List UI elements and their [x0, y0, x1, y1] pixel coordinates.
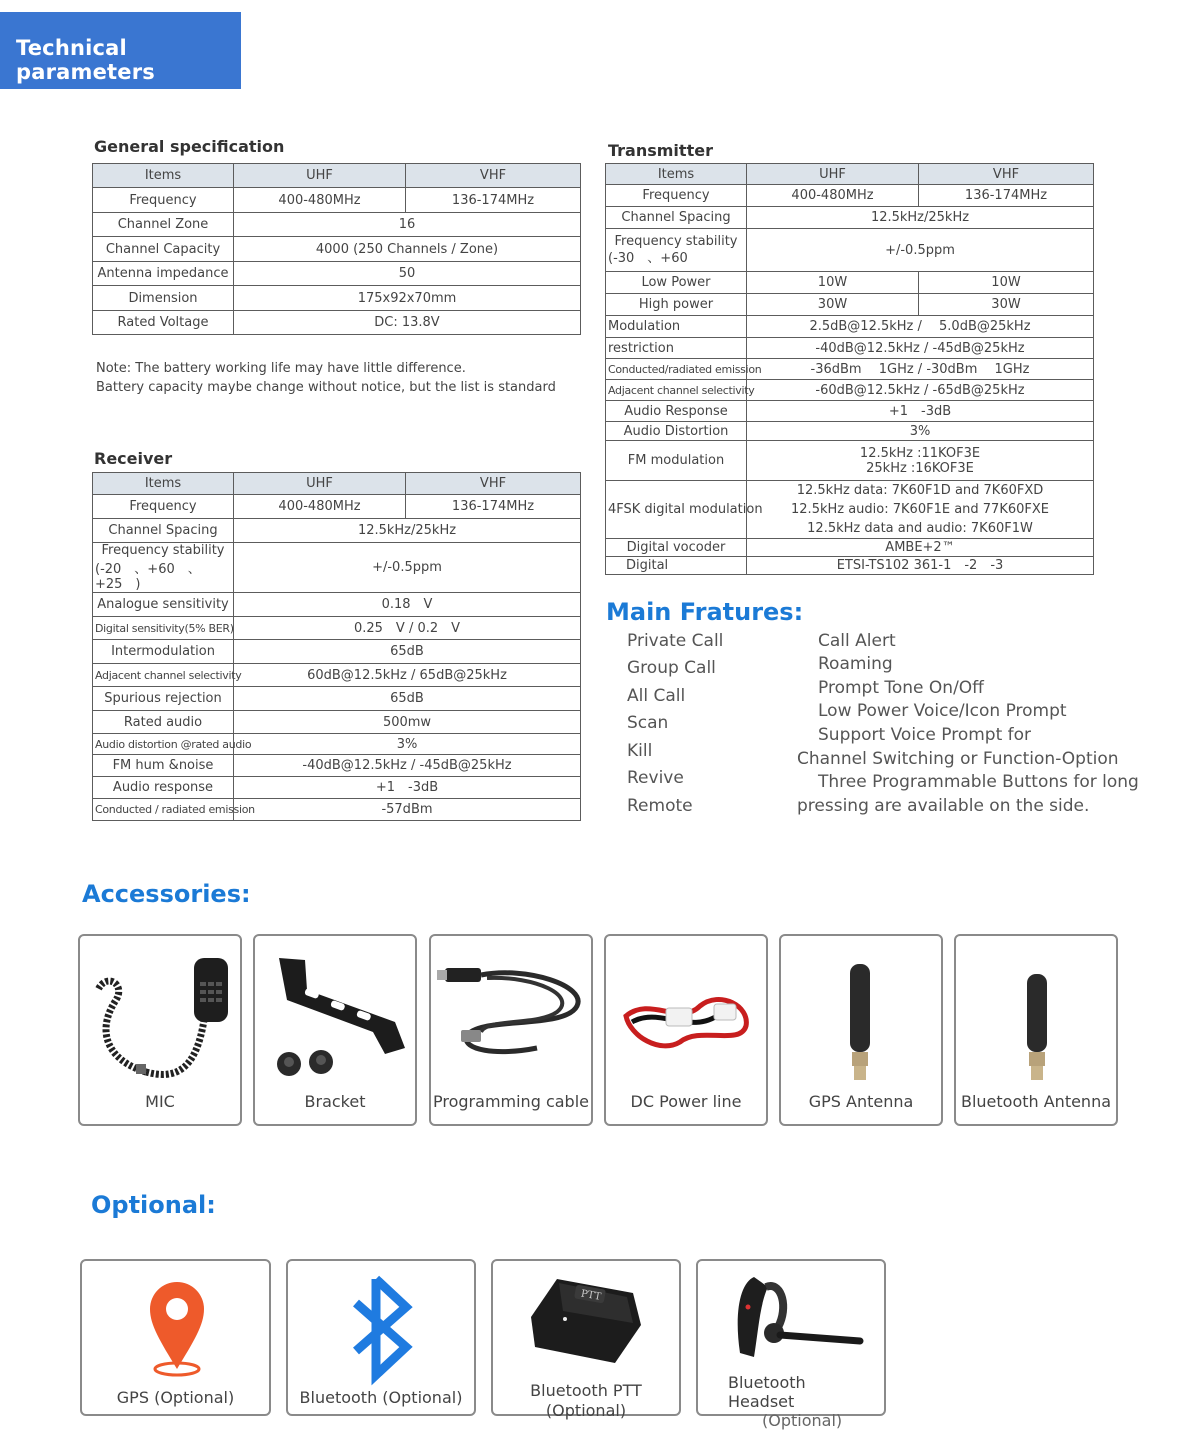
row-label: restriction	[606, 338, 747, 359]
table-row	[606, 380, 1094, 401]
table-row	[93, 799, 581, 821]
table-row	[93, 237, 581, 262]
battery-note: Note: The battery working life may have little difference.	[96, 361, 466, 376]
optional-label-line: Bluetooth PTT	[530, 1381, 642, 1400]
vhf-value: 136-174MHz	[406, 495, 581, 519]
uhf-value: 400-480MHz	[234, 188, 406, 213]
uhf-value: 400-480MHz	[234, 495, 406, 519]
optional-label: GPS (Optional)	[116, 1388, 235, 1407]
general-spec-table	[92, 163, 581, 335]
optional-card-bluetooth-ptt	[491, 1259, 681, 1420]
row-value: +1 -3dB	[234, 777, 581, 799]
table-row	[93, 543, 581, 593]
table-row	[93, 262, 581, 286]
value-line: 12.5kHz data and audio: 7K60F1W	[807, 521, 1033, 536]
header-banner	[0, 12, 241, 89]
row-value: 500mw	[234, 711, 581, 734]
row-value: 65dB	[234, 640, 581, 664]
row-value: +/-0.5ppm	[234, 543, 581, 593]
vhf-value: 136-174MHz	[919, 185, 1094, 207]
feature-item: Prompt Tone On/Off	[818, 678, 984, 698]
feature-item: Three Programmable Buttons for long	[818, 772, 1139, 792]
accessory-label: MIC	[145, 1092, 175, 1111]
optional-card-bluetooth	[286, 1259, 476, 1416]
row-label: Intermodulation	[93, 640, 234, 664]
row-label: Digital	[606, 557, 747, 575]
banner-title: Technical parameters	[16, 36, 155, 84]
value-line: 12.5kHz audio: 7K60F1E and 77K60FXE	[791, 502, 1049, 517]
row-value: 3%	[234, 734, 581, 755]
row-label: Rated Voltage	[93, 311, 234, 335]
accessory-card-dc-power-line	[604, 934, 768, 1126]
row-value: 16	[234, 213, 581, 237]
accessory-card-mic	[78, 934, 242, 1126]
row-value: 4000 (250 Channels / Zone)	[234, 237, 581, 262]
table-row	[606, 359, 1094, 380]
header-cell: Items	[93, 164, 234, 188]
row-value: 175x92x70mm	[234, 286, 581, 311]
row-label: Channel Spacing	[606, 207, 747, 229]
row-label: High power	[606, 294, 747, 316]
table-row	[606, 481, 1094, 539]
row-label: Modulation	[606, 316, 747, 338]
row-label: Conducted/radiated emission	[606, 359, 747, 380]
table-row	[93, 495, 581, 519]
accessory-label: GPS Antenna	[808, 1092, 914, 1111]
row-value: -57dBm	[234, 799, 581, 821]
row-label: 4FSK digital modulation	[606, 481, 747, 539]
feature-item: Support Voice Prompt for	[818, 725, 1032, 745]
antenna-icon	[847, 964, 873, 1084]
header-cell: VHF	[406, 164, 581, 188]
table-row	[606, 185, 1094, 207]
optional-label	[493, 1381, 679, 1421]
row-label: Frequency	[606, 185, 747, 207]
header-cell: Items	[93, 473, 234, 495]
row-label: Spurious rejection	[93, 687, 234, 711]
table-header-row	[606, 164, 1094, 185]
general-spec-title: General specification	[94, 137, 285, 156]
bracket-icon	[265, 950, 409, 1080]
table-header-row	[93, 164, 581, 188]
row-label: FM hum &noise	[93, 755, 234, 777]
table-row	[606, 422, 1094, 441]
header-cell: VHF	[919, 164, 1094, 185]
table-row	[606, 294, 1094, 316]
table-row	[93, 734, 581, 755]
feature-item: Kill	[627, 741, 653, 761]
table-header-row	[93, 473, 581, 495]
value-line: 12.5kHz data: 7K60F1D and 7K60FXD	[796, 483, 1044, 498]
vhf-value: 136-174MHz	[406, 188, 581, 213]
optional-label-line: Headset	[728, 1392, 795, 1411]
optional-label-line: Bluetooth	[728, 1373, 806, 1392]
header-cell: Items	[606, 164, 747, 185]
row-label: Frequency	[93, 495, 234, 519]
row-label: Low Power	[606, 272, 747, 294]
table-row	[93, 593, 581, 617]
row-value	[747, 441, 1094, 481]
row-value: 0.25 V / 0.2 V	[234, 617, 581, 640]
row-value	[747, 481, 1094, 539]
table-row	[93, 311, 581, 335]
table-row	[606, 207, 1094, 229]
value-line: 25kHz :16KOF3E	[866, 460, 974, 476]
table-row	[606, 401, 1094, 422]
accessory-card-gps-antenna	[779, 934, 943, 1126]
uhf-value: 10W	[747, 272, 919, 294]
row-value: DC: 13.8V	[234, 311, 581, 335]
header-cell: UHF	[234, 164, 406, 188]
usb-cable-icon	[437, 956, 589, 1066]
row-label: Channel Capacity	[93, 237, 234, 262]
table-row	[93, 617, 581, 640]
row-label: Audio Distortion	[606, 422, 747, 441]
accessory-label: Bluetooth Antenna	[960, 1092, 1112, 1111]
optional-card-bluetooth-headset	[696, 1259, 886, 1430]
feature-item: pressing are available on the side.	[797, 796, 1090, 816]
row-value: 12.5kHz/25kHz	[747, 207, 1094, 229]
feature-item: Scan	[627, 713, 669, 733]
table-row	[93, 286, 581, 311]
table-row	[606, 229, 1094, 272]
vhf-value: 30W	[919, 294, 1094, 316]
row-label	[93, 543, 234, 593]
row-label: Antenna impedance	[93, 262, 234, 286]
row-label	[606, 229, 747, 272]
row-label: Dimension	[93, 286, 234, 311]
row-label: Digital sensitivity(5% BER)	[93, 617, 234, 640]
table-row	[606, 539, 1094, 557]
feature-item: Channel Switching or Function-Option	[797, 749, 1119, 769]
table-row	[93, 687, 581, 711]
header-cell: UHF	[747, 164, 919, 185]
row-label-text: Frequency stability	[101, 543, 225, 558]
feature-item: Remote	[627, 796, 693, 816]
row-value: -36dBm 1GHz / -30dBm 1GHz	[747, 359, 1094, 380]
row-label: FM modulation	[606, 441, 747, 481]
row-value: 50	[234, 262, 581, 286]
header-cell: VHF	[406, 473, 581, 495]
row-value: 60dB@12.5kHz / 65dB@25kHz	[234, 664, 581, 687]
optional-label: Bluetooth (Optional)	[299, 1388, 463, 1407]
table-row	[606, 441, 1094, 481]
antenna-icon	[1024, 974, 1050, 1084]
row-label: Audio Response	[606, 401, 747, 422]
feature-item: All Call	[627, 686, 686, 706]
row-value: AMBE+2™	[747, 539, 1094, 557]
feature-item: Revive	[627, 768, 684, 788]
ptt-button-icon	[529, 1271, 645, 1367]
stability-range: (-20 、+60 、+25 )	[95, 562, 201, 592]
row-label: Digital vocoder	[606, 539, 747, 557]
power-line-icon	[620, 986, 756, 1056]
row-value: 2.5dB@12.5kHz / 5.0dB@25kHz	[747, 316, 1094, 338]
table-row	[93, 777, 581, 799]
accessory-card-programming-cable	[429, 934, 593, 1126]
feature-item: Call Alert	[818, 631, 896, 651]
row-value: 65dB	[234, 687, 581, 711]
row-label: Frequency	[93, 188, 234, 213]
table-row	[606, 338, 1094, 359]
optional-label-line: (Optional)	[762, 1411, 843, 1430]
transmitter-table	[605, 163, 1094, 575]
row-value: 3%	[747, 422, 1094, 441]
table-row	[606, 557, 1094, 575]
accessories-title: Accessories:	[82, 880, 251, 908]
row-value: 12.5kHz/25kHz	[234, 519, 581, 543]
feature-item: Group Call	[627, 658, 716, 678]
row-value: -60dB@12.5kHz / -65dB@25kHz	[747, 380, 1094, 401]
bluetooth-icon	[348, 1275, 412, 1379]
transmitter-title: Transmitter	[608, 141, 713, 160]
row-value: 0.18 V	[234, 593, 581, 617]
uhf-value: 30W	[747, 294, 919, 316]
accessory-label: DC Power line	[630, 1092, 742, 1111]
feature-item: Private Call	[627, 631, 724, 651]
receiver-table	[92, 472, 581, 821]
table-row	[93, 188, 581, 213]
row-label: Adjacent channel selectivity	[606, 380, 747, 401]
table-row	[606, 272, 1094, 294]
accessory-card-bracket	[253, 934, 417, 1126]
vhf-value: 10W	[919, 272, 1094, 294]
row-label-text: Frequency stability	[614, 234, 738, 249]
table-row	[93, 664, 581, 687]
row-label: Rated audio	[93, 711, 234, 734]
table-row	[93, 640, 581, 664]
gps-pin-icon	[148, 1279, 206, 1377]
row-label: Channel Zone	[93, 213, 234, 237]
table-row	[93, 213, 581, 237]
optional-label-line: (Optional)	[545, 1401, 627, 1420]
table-row	[93, 519, 581, 543]
row-label: Audio response	[93, 777, 234, 799]
table-row	[93, 711, 581, 734]
accessory-label: Programming cable	[433, 1092, 589, 1111]
row-value: +/-0.5ppm	[747, 229, 1094, 272]
row-label: Adjacent channel selectivity	[93, 664, 234, 687]
stability-range: (-30 、+60	[608, 251, 688, 266]
uhf-value: 400-480MHz	[747, 185, 919, 207]
row-label: Analogue sensitivity	[93, 593, 234, 617]
accessory-label: Bracket	[304, 1092, 366, 1111]
optional-label	[698, 1373, 884, 1430]
battery-note: Battery capacity maybe change without notice, but the list is standard	[96, 380, 556, 395]
row-label: Audio distortion @rated audio	[93, 734, 234, 755]
row-value: -40dB@12.5kHz / -45dB@25kHz	[234, 755, 581, 777]
feature-item: Low Power Voice/Icon Prompt	[818, 701, 1067, 721]
headset-icon	[732, 1273, 862, 1369]
row-value: +1 -3dB	[747, 401, 1094, 422]
receiver-title: Receiver	[94, 449, 173, 468]
svg-text:PTT: PTT	[579, 1288, 602, 1303]
row-value: ETSI-TS102 361-1 -2 -3	[747, 557, 1094, 575]
row-label: Channel Spacing	[93, 519, 234, 543]
mic-icon	[86, 950, 236, 1090]
table-row	[93, 755, 581, 777]
header-cell: UHF	[234, 473, 406, 495]
optional-card-gps	[80, 1259, 271, 1416]
accessory-card-bluetooth-antenna	[954, 934, 1118, 1126]
value-line: 12.5kHz :11KOF3E	[859, 445, 981, 461]
table-row	[606, 316, 1094, 338]
row-label: Conducted / radiated emission	[93, 799, 234, 821]
feature-item: Roaming	[818, 654, 893, 674]
row-value: -40dB@12.5kHz / -45dB@25kHz	[747, 338, 1094, 359]
optional-title: Optional:	[91, 1191, 216, 1219]
main-features-title: Main Fratures:	[606, 598, 804, 626]
